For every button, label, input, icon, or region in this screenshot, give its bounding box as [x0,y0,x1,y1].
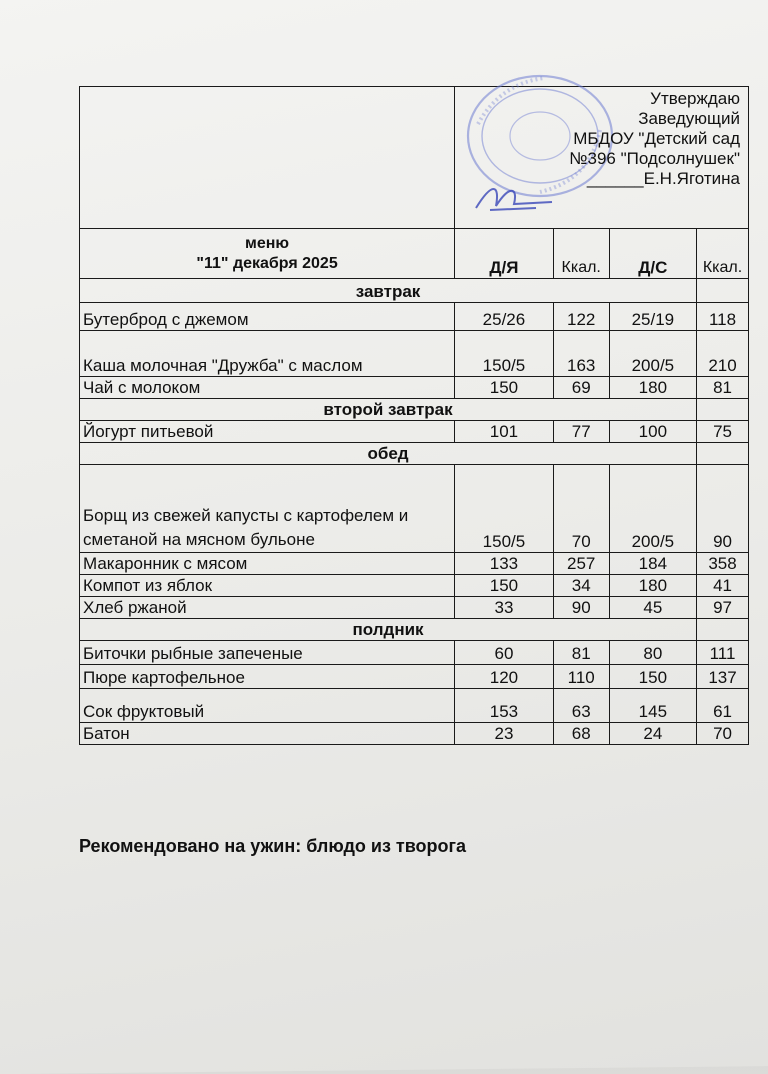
blank-cell [697,399,749,421]
section-row [80,399,749,421]
kcal-nursery: 77 [553,421,609,443]
col-header-dy: Д/Я [455,229,554,279]
portion-nursery: 150/5 [455,465,554,553]
kcal-nursery: 110 [553,665,609,689]
portion-kindergarten: 200/5 [609,465,696,553]
approval-line-2: Заведующий [638,109,740,128]
blank-cell [697,619,749,641]
menu-item-row [80,421,749,443]
dish-name: Бутерброд с джемом [80,303,455,331]
portion-kindergarten: 180 [609,377,696,399]
portion-nursery: 120 [455,665,554,689]
menu-title: меню [245,234,290,252]
menu-item-row [80,689,749,723]
dish-name: Борщ из свежей капусты с картофелем и сметаной на мясном бульоне [80,465,455,553]
blank-cell [697,443,749,465]
dish-name: Сок фруктовый [80,689,455,723]
portion-kindergarten: 200/5 [609,331,696,377]
portion-nursery: 150 [455,575,554,597]
kcal-kindergarten: 61 [697,689,749,723]
section-title: обед [80,443,697,465]
dish-name: Компот из яблок [80,575,455,597]
dish-name: Йогурт питьевой [80,421,455,443]
menu-item-row [80,331,749,377]
kcal-nursery: 257 [553,553,609,575]
dish-name: Хлеб ржаной [80,597,455,619]
portion-kindergarten: 24 [609,723,696,745]
menu-item-row [80,303,749,331]
menu-date-title [80,229,455,279]
section-row [80,619,749,641]
blank-cell [80,87,455,229]
portion-nursery: 23 [455,723,554,745]
menu-item-row [80,723,749,745]
kcal-kindergarten: 97 [697,597,749,619]
portion-kindergarten: 80 [609,641,696,665]
menu-item-row [80,465,749,553]
portion-kindergarten: 100 [609,421,696,443]
portion-nursery: 25/26 [455,303,554,331]
kcal-nursery: 69 [553,377,609,399]
col-header-ds: Д/С [609,229,696,279]
menu-item-row [80,597,749,619]
menu-item-row [80,665,749,689]
portion-nursery: 150 [455,377,554,399]
approval-line-4: №396 "Подсолнушек" [569,149,740,168]
dinner-recommendation: Рекомендовано на ужин: блюдо из творога [79,836,467,856]
menu-date: "11" декабря 2025 [196,254,338,272]
dish-name: Каша молочная "Дружба" с маслом [80,331,455,377]
kcal-kindergarten: 75 [697,421,749,443]
portion-nursery: 33 [455,597,554,619]
menu-item-row [80,553,749,575]
section-title: полдник [80,619,697,641]
portion-nursery: 153 [455,689,554,723]
portion-kindergarten: 184 [609,553,696,575]
kcal-kindergarten: 111 [697,641,749,665]
dish-name: Батон [80,723,455,745]
kcal-nursery: 68 [553,723,609,745]
portion-kindergarten: 25/19 [609,303,696,331]
kcal-nursery: 70 [553,465,609,553]
dish-name: Макаронник с мясом [80,553,455,575]
dish-name: Биточки рыбные запеченые [80,641,455,665]
portion-nursery: 133 [455,553,554,575]
kcal-kindergarten: 210 [697,331,749,377]
approval-line-3: МБДОУ "Детский сад [573,129,740,148]
approval-block [455,87,749,229]
portion-kindergarten: 150 [609,665,696,689]
header-row [80,229,749,279]
portion-nursery: 150/5 [455,331,554,377]
kcal-nursery: 81 [553,641,609,665]
blank-cell [697,279,749,303]
kcal-kindergarten: 137 [697,665,749,689]
approval-line-1: Утверждаю [650,89,740,108]
kcal-nursery: 122 [553,303,609,331]
col-header-kcal-2: Ккал. [697,229,749,279]
kcal-nursery: 63 [553,689,609,723]
section-row [80,443,749,465]
kcal-kindergarten: 41 [697,575,749,597]
kcal-kindergarten: 358 [697,553,749,575]
portion-kindergarten: 145 [609,689,696,723]
menu-item-row [80,377,749,399]
kcal-kindergarten: 118 [697,303,749,331]
kcal-kindergarten: 70 [697,723,749,745]
approval-row [80,87,749,229]
menu-item-row [80,575,749,597]
section-row [80,279,749,303]
portion-nursery: 101 [455,421,554,443]
portion-kindergarten: 180 [609,575,696,597]
section-title: второй завтрак [80,399,697,421]
approval-signatory: ______Е.Н.Яготина [586,169,740,188]
menu-table [79,86,749,745]
dish-name: Пюре картофельное [80,665,455,689]
kcal-kindergarten: 81 [697,377,749,399]
portion-nursery: 60 [455,641,554,665]
section-title: завтрак [80,279,697,303]
dish-name: Чай с молоком [80,377,455,399]
kcal-nursery: 34 [553,575,609,597]
kcal-kindergarten: 90 [697,465,749,553]
col-header-kcal-1: Ккал. [553,229,609,279]
menu-item-row [80,641,749,665]
portion-kindergarten: 45 [609,597,696,619]
kcal-nursery: 163 [553,331,609,377]
kcal-nursery: 90 [553,597,609,619]
